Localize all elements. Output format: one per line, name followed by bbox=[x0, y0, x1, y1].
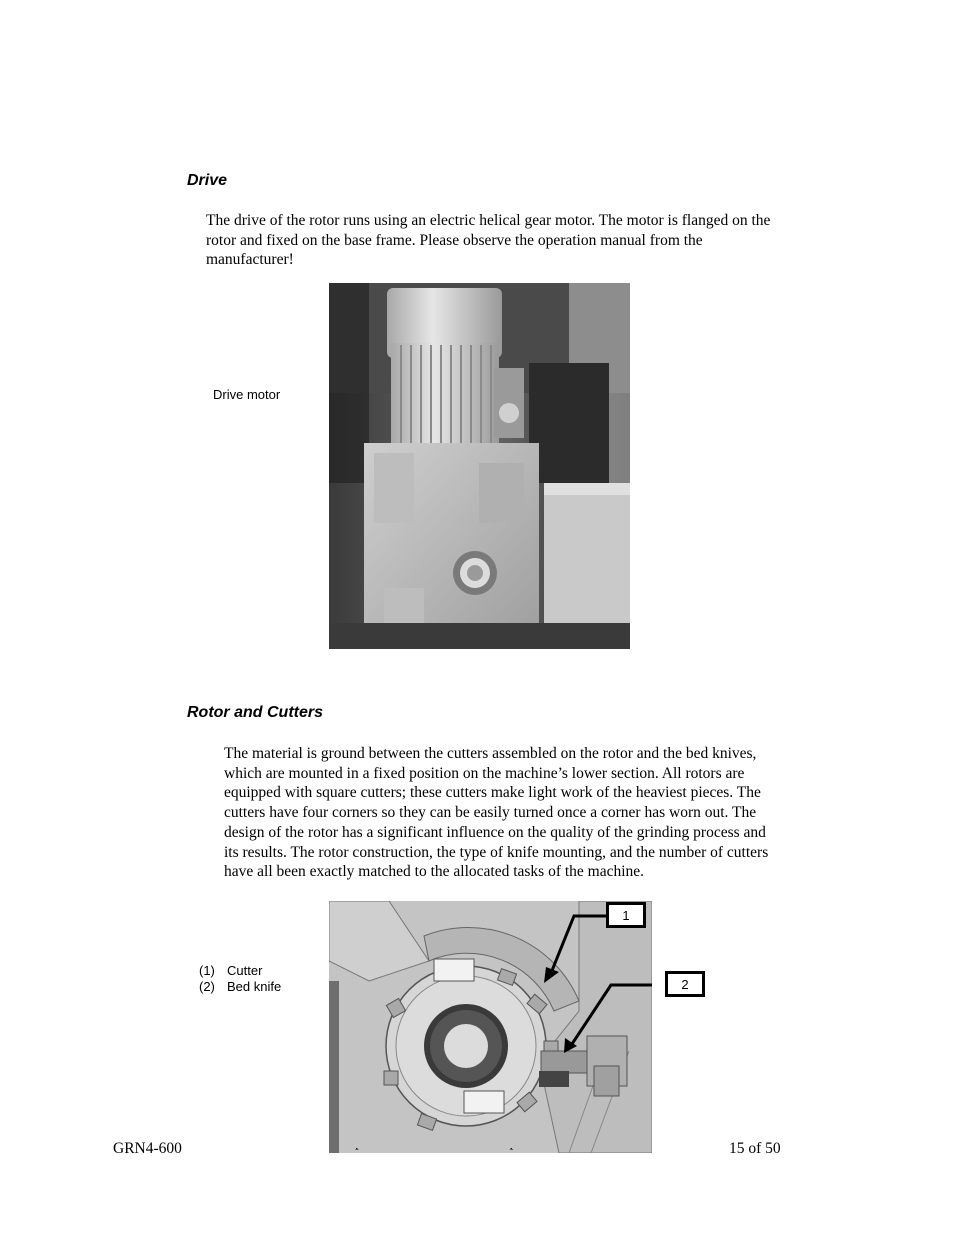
section-heading-rotor: Rotor and Cutters bbox=[187, 704, 323, 721]
text-line: have all been exactly matched to the allocated tasks of the machine. bbox=[224, 863, 645, 881]
legend-number: (2) bbox=[199, 979, 215, 994]
text-line: its results. The rotor construction, the type of knife mounting, and the number of cutters bbox=[224, 843, 769, 861]
text-line: which are mounted in a fixed position on the machine’s lower section. All rotors are bbox=[224, 764, 745, 782]
legend-label: Bed knife bbox=[227, 979, 282, 994]
rotor-paragraph bbox=[224, 744, 768, 882]
text-line: design of the rotor has a significant influence on the quality of the grinding process and bbox=[224, 823, 766, 841]
footer-document-id: GRN4-600 bbox=[113, 1140, 182, 1157]
legend-item-bed-knife bbox=[199, 979, 281, 995]
section-heading-drive: Drive bbox=[187, 172, 228, 189]
text-line: The material is ground between the cutters assembled on the rotor and the bed knives, bbox=[224, 745, 757, 762]
text-line: The drive of the rotor runs using an electric helical gear motor. The motor is flanged on the bbox=[206, 212, 771, 229]
legend-item-cutter bbox=[199, 963, 281, 979]
text-line: rotor and fixed on the base frame. Please observe the operation manual from the bbox=[206, 231, 703, 249]
rotor-cutters-drawing bbox=[329, 901, 652, 1153]
legend-number: (1) bbox=[199, 963, 215, 978]
text-line: cutters have four corners so they can be easily turned once a corner has worn out. The bbox=[224, 804, 757, 822]
text-line: equipped with square cutters; these cutters make light work of the heaviest pieces. The bbox=[224, 784, 761, 802]
footer-page-number: 15 of 50 bbox=[729, 1140, 781, 1157]
figure-legend bbox=[199, 963, 281, 995]
legend-label: Cutter bbox=[227, 963, 263, 978]
drive-paragraph bbox=[206, 211, 770, 270]
text-line: manufacturer! bbox=[206, 251, 294, 269]
drive-motor-photo bbox=[329, 283, 630, 649]
drive-motor-caption: Drive motor bbox=[213, 387, 281, 402]
callout-2: 2 bbox=[665, 971, 705, 997]
callout-1: 1 bbox=[606, 902, 646, 928]
